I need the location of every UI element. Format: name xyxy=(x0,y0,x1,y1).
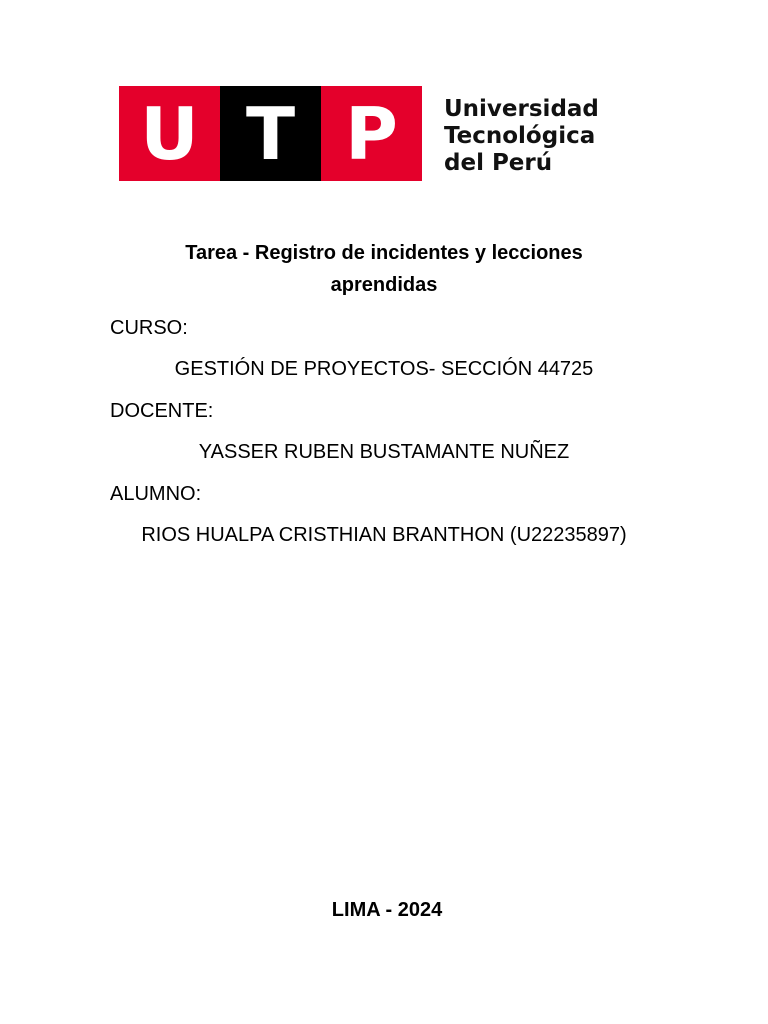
logo-name-line-2: Tecnológica xyxy=(444,123,596,149)
curso-label: CURSO: xyxy=(110,317,188,339)
alumno-label: ALUMNO: xyxy=(110,483,202,505)
logo-box-t xyxy=(220,86,321,181)
logo-letter-t: T xyxy=(245,91,296,176)
logo-letter-p: P xyxy=(345,91,398,176)
footer-location-year: LIMA - 2024 xyxy=(331,899,443,921)
docente-label: DOCENTE: xyxy=(110,400,214,422)
logo-university-name xyxy=(444,96,599,177)
logo-letter-u: U xyxy=(140,91,199,176)
logo-box-p xyxy=(321,86,422,181)
logo-box-u xyxy=(119,86,220,181)
title-line-1: Tarea - Registro de incidentes y lecciones xyxy=(185,242,583,264)
curso-value: GESTIÓN DE PROYECTOS- SECCIÓN 44725 xyxy=(174,358,594,380)
title-line-2: aprendidas xyxy=(330,274,438,296)
docente-value: YASSER RUBEN BUSTAMANTE NUÑEZ xyxy=(198,441,570,463)
utp-logo xyxy=(119,86,599,181)
logo-name-line-1: Universidad xyxy=(444,96,599,122)
logo-name-line-3: del Perú xyxy=(444,150,553,176)
document-title xyxy=(100,237,668,301)
alumno-value: RIOS HUALPA CRISTHIAN BRANTHON (U22235897) xyxy=(141,524,627,546)
